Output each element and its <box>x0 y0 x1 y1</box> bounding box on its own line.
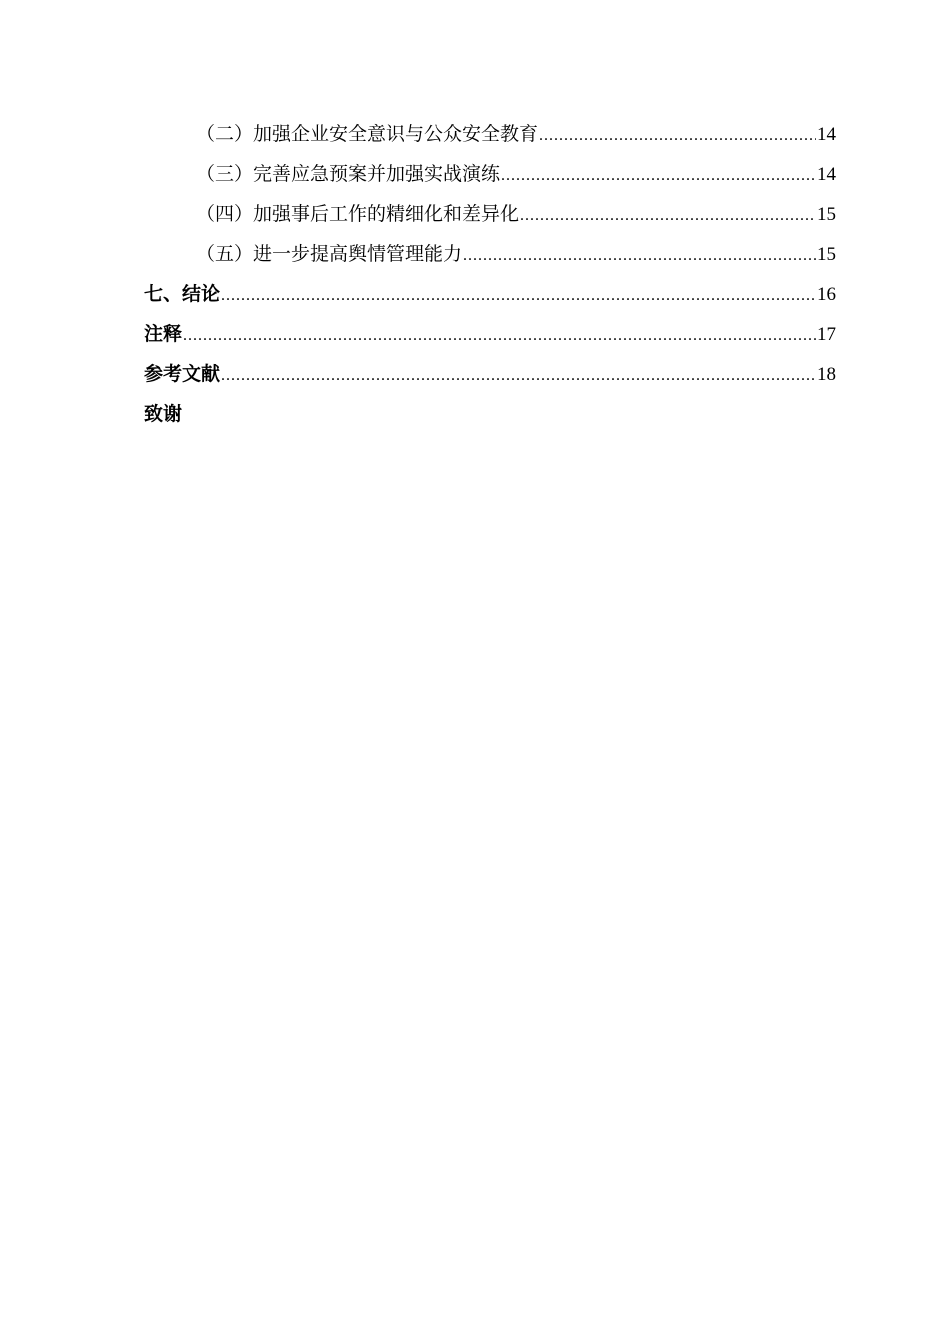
toc-dot-leader <box>463 236 816 276</box>
toc-entry-title: 注释 <box>144 323 183 345</box>
toc-entry-page: 16 <box>817 284 836 305</box>
toc-entry[interactable] <box>144 194 836 234</box>
toc-entry-title: （五）进一步提高舆情管理能力 <box>196 243 463 265</box>
toc-entry-page: 18 <box>817 364 836 385</box>
toc-entry[interactable] <box>144 314 836 354</box>
toc-entry-page: 17 <box>817 324 836 345</box>
toc-entry-title: 致谢 <box>144 403 183 425</box>
toc-entry-page: 14 <box>817 124 836 145</box>
toc-entry[interactable] <box>144 154 836 194</box>
toc-entry[interactable] <box>144 354 836 394</box>
toc-dot-leader <box>520 196 816 236</box>
toc-entry-title: （三）完善应急预案并加强实战演练 <box>196 163 501 185</box>
toc-dot-leader <box>539 116 816 156</box>
toc-dot-leader <box>501 156 816 196</box>
toc-entry-page: 15 <box>817 244 836 265</box>
toc-entry-title: （四）加强事后工作的精细化和差异化 <box>196 203 520 225</box>
toc-entry[interactable] <box>144 274 836 314</box>
toc-entry[interactable] <box>144 234 836 274</box>
toc-dot-leader <box>221 356 816 396</box>
toc-entry-page: 15 <box>817 204 836 225</box>
toc-entry-title: 七、结论 <box>144 283 221 305</box>
toc-dot-leader <box>183 316 816 356</box>
toc-entry-page: 14 <box>817 164 836 185</box>
table-of-contents <box>144 114 836 434</box>
toc-entry-title: （二）加强企业安全意识与公众安全教育 <box>196 123 539 145</box>
toc-entry[interactable] <box>144 394 836 434</box>
toc-dot-leader <box>221 276 816 316</box>
toc-entry[interactable] <box>144 114 836 154</box>
toc-entry-title: 参考文献 <box>144 363 221 385</box>
